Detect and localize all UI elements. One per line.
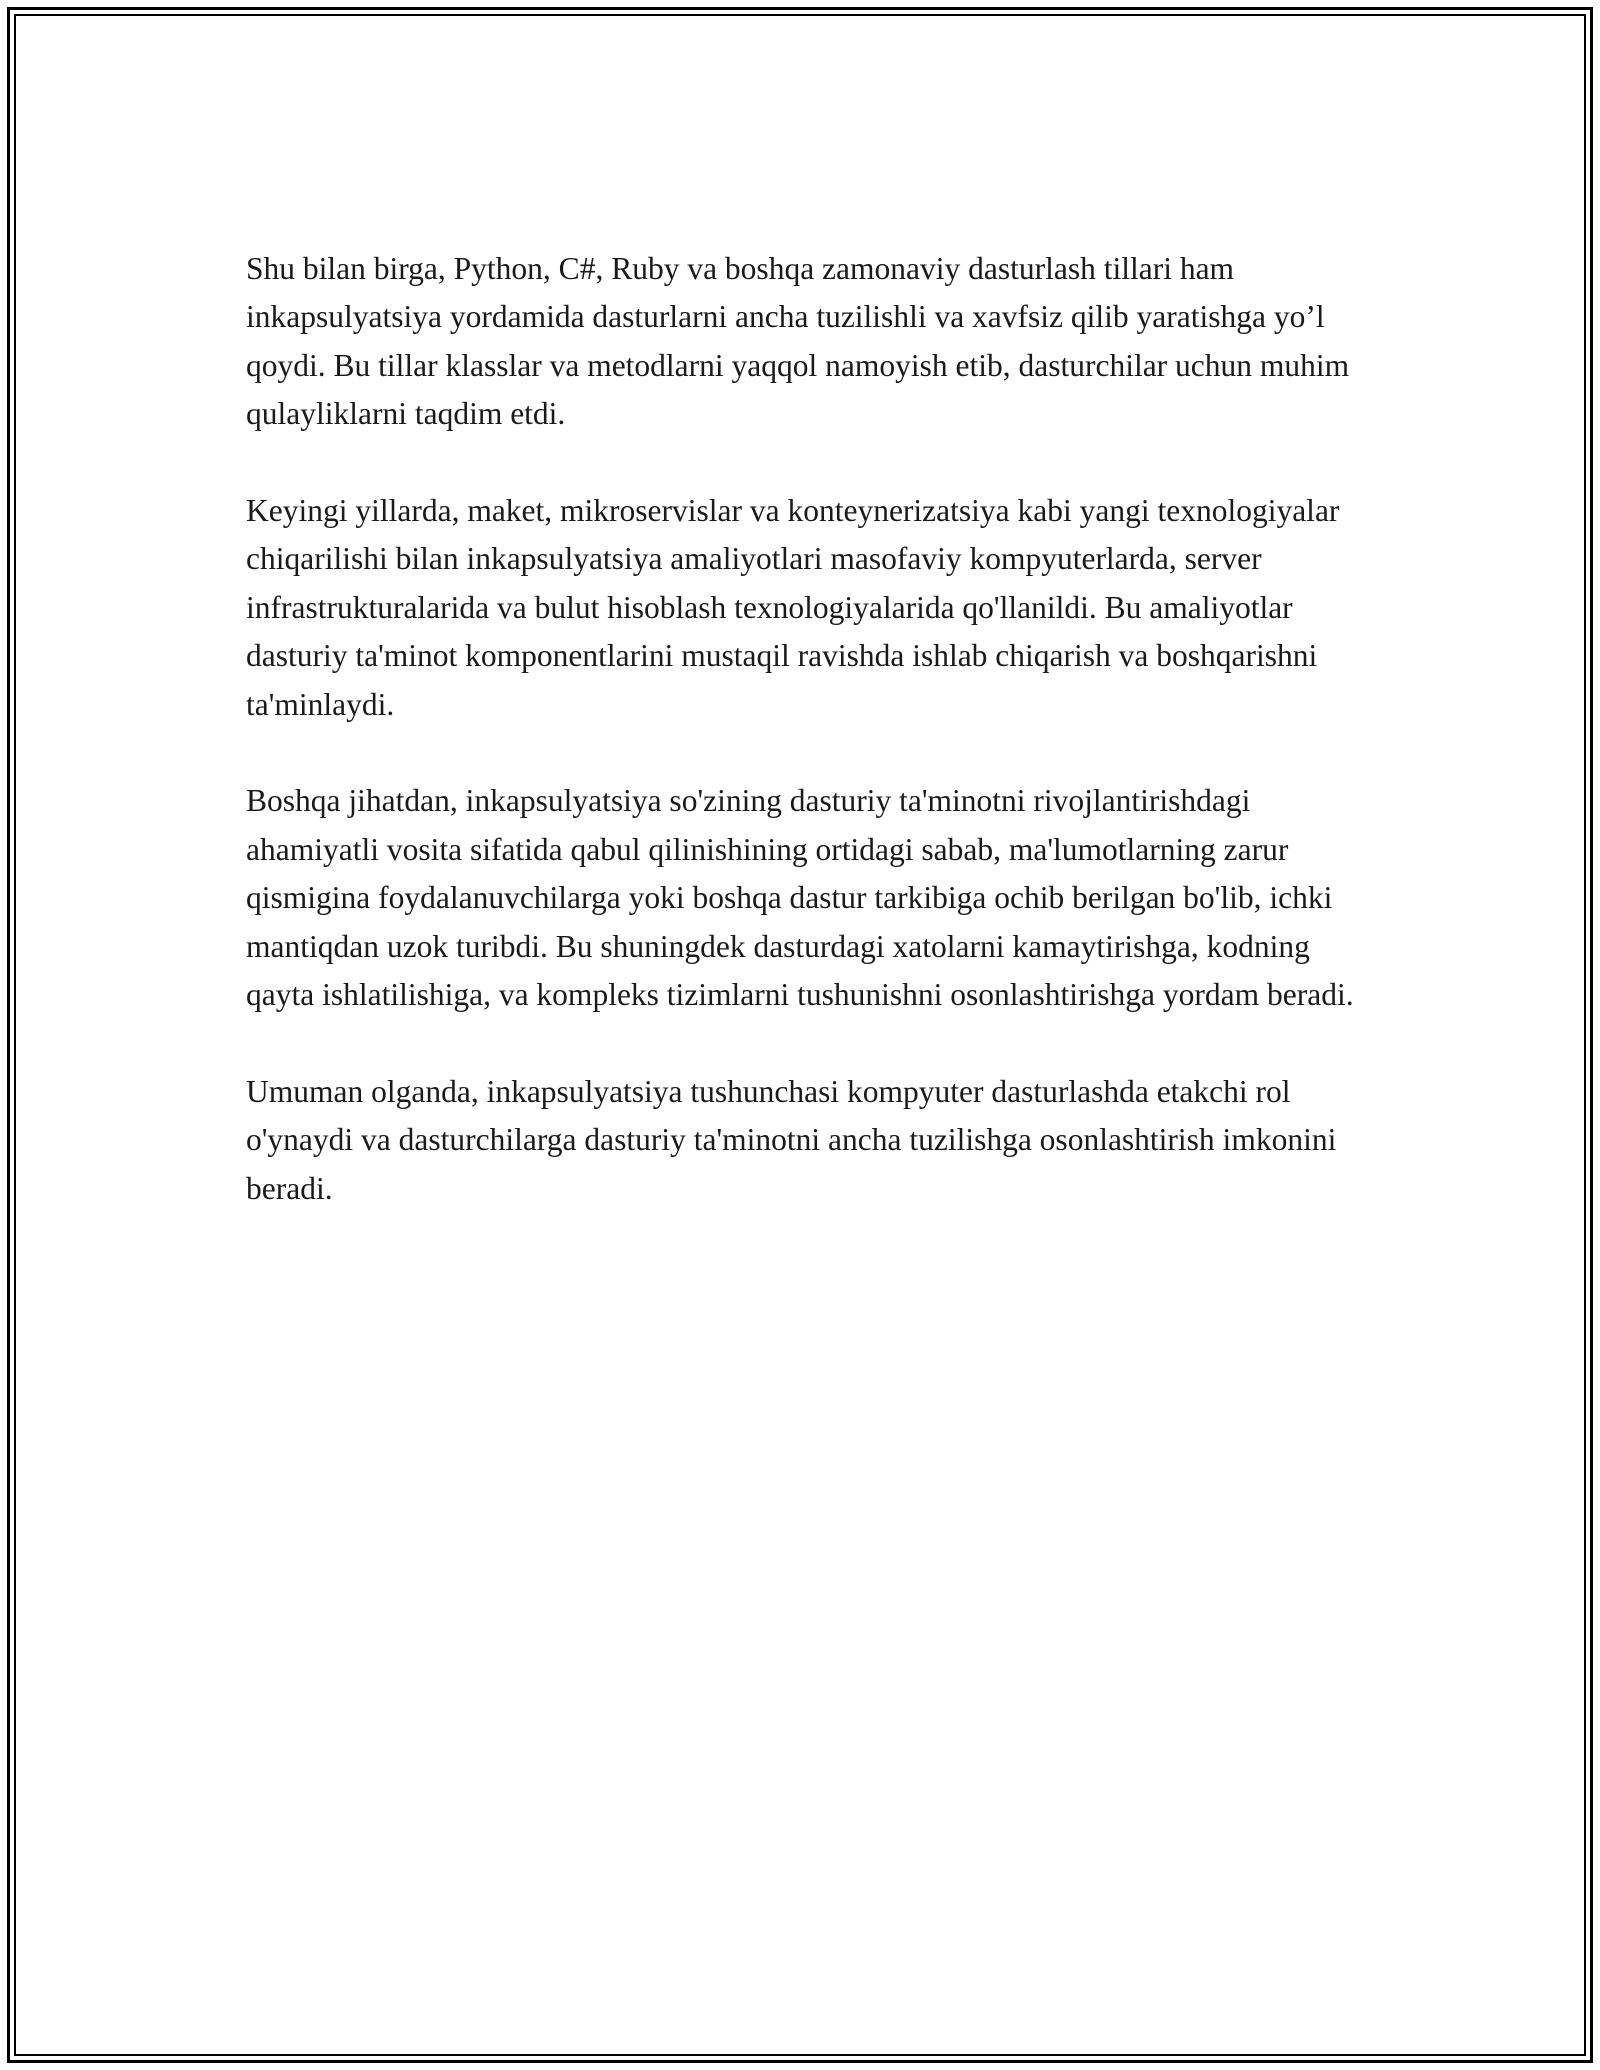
paragraph-1: Shu bilan birga, Python, C#, Ruby va boshqa zamonaviy dasturlash tillari ham inkapsulyatsiya yordamida dasturlarni ancha tuzilishli va xavfsiz qilib yaratishga yo’l qoydi. Bu tillar klasslar va metodlarni yaqqol namoyish etib, dasturchilar uchun muhim qulayliklarni taqdim etdi.	[246, 251, 1350, 432]
page-border	[7, 7, 1593, 2063]
paragraph-3: Boshqa jihatdan, inkapsulyatsiya so'zining dasturiy ta'minotni rivojlantirishdagi ahamiyatli vosita sifatida qabul qilinishining ortidagi sabab, ma'lumotlarning zarur qismigina foydalanuvchilarga yoki boshqa dastur tarkibiga ochib berilgan bo'lib, ichki mantiqdan uzok turibdi. Bu shuningdek dasturdagi xatolarni kamaytirishga, kodning qayta ishlatilishiga, va kompleks tizimlarni tushunishni osonlashtirishga yordam beradi.	[246, 783, 1354, 1013]
paragraph-4: Umuman olganda, inkapsulyatsiya tushunchasi kompyuter dasturlashda etakchi rol o'ynaydi va dasturchilarga dasturiy ta'minotni ancha tuzilishga osonlashtirish imkonini beradi.	[246, 1073, 1337, 1206]
document-body	[246, 245, 1376, 1261]
paragraph-2: Keyingi yillarda, maket, mikroservislar va konteynerizatsiya kabi yangi texnologiyalar chiqarilishi bilan inkapsulyatsiya amaliyotlari masofaviy kompyuterlarda, server infrastrukturalarida va bulut hisoblash texnologiyalarida qo'llanildi. Bu amaliyotlar dasturiy ta'minot komponentlarini mustaqil ravishda ishlab chiqarish va boshqarishni ta'minlaydi.	[246, 493, 1340, 722]
